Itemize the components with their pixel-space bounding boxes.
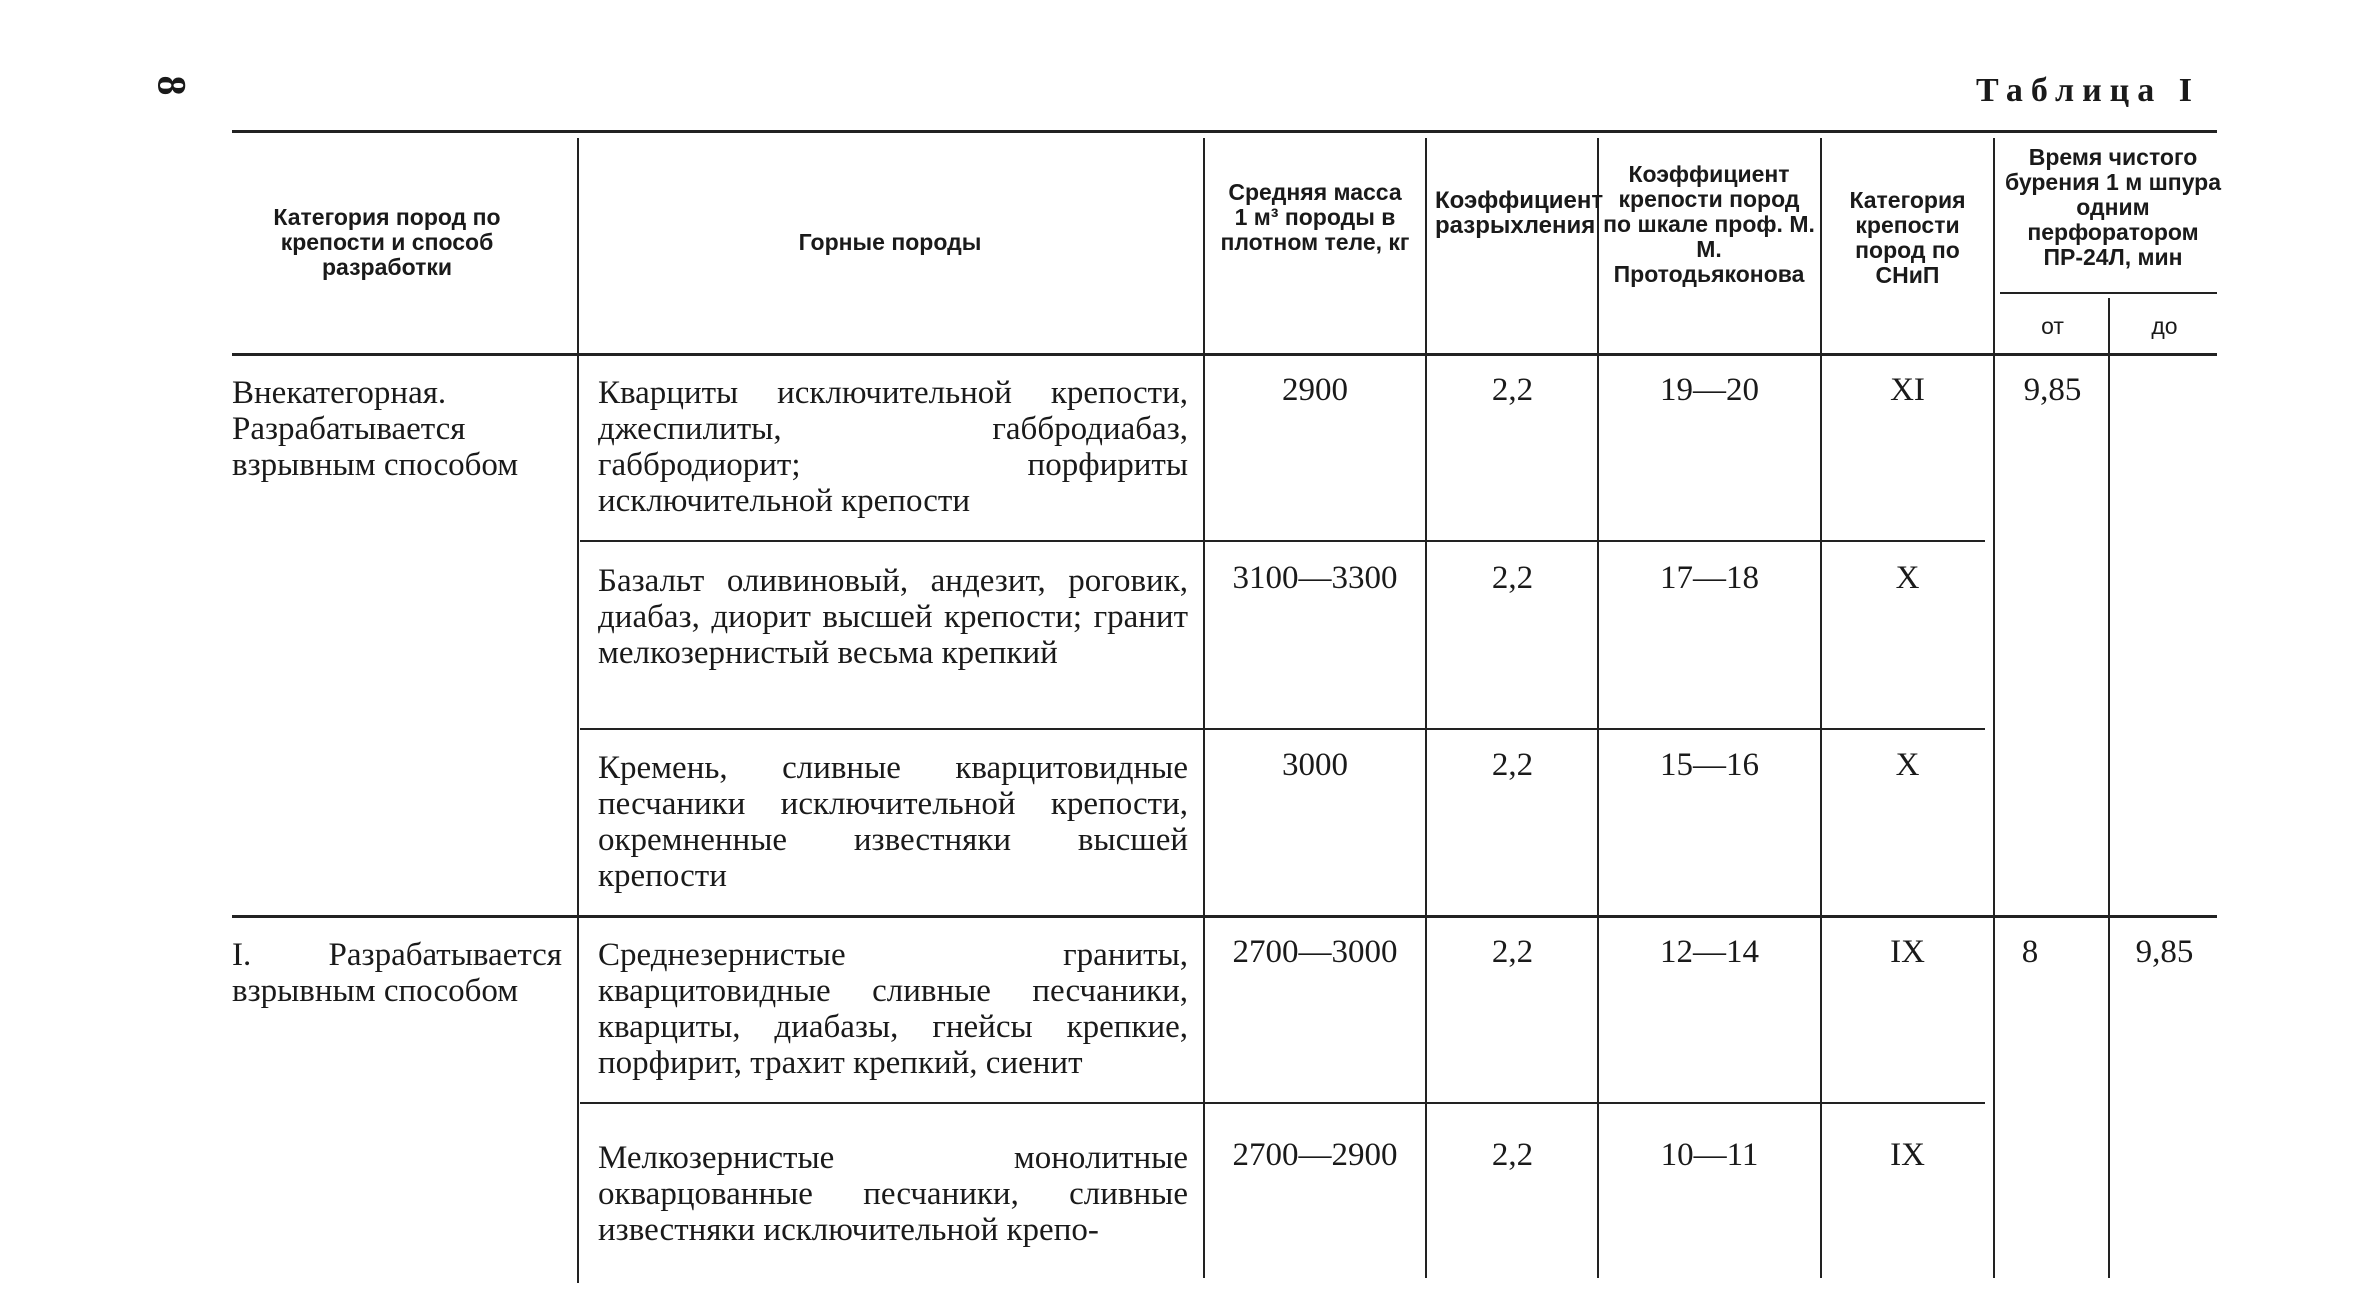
drilling-to-value: 9,85	[2135, 934, 2194, 970]
loosening-value: 2,2	[1491, 747, 1534, 783]
col-divider-5	[1820, 138, 1822, 1278]
header-rocks: Горные породы	[798, 229, 982, 255]
strength-value: 17—18	[1660, 560, 1759, 596]
col-divider-1	[577, 138, 579, 1283]
col-divider-7	[2108, 298, 2110, 1278]
loosening-value: 2,2	[1491, 1137, 1534, 1173]
loosening-value: 2,2	[1491, 560, 1534, 596]
table-top-rule	[232, 130, 2217, 133]
mass-value: 2700—2900	[1232, 1137, 1398, 1173]
rock-description: Кварциты исключительной крепости, джеспилиты, габбродиабаз, габбродиорит; порфириты исключительной крепости	[598, 375, 1188, 519]
snip-value: IX	[1890, 1137, 1925, 1173]
snip-value: X	[1895, 747, 1920, 783]
snip-value: IX	[1890, 934, 1925, 970]
header-drilling: Время чистого бурения 1 м шпура одним перфоратором ПР-24Л, мин	[2004, 144, 2222, 270]
page-number: 8	[149, 75, 195, 96]
header-mass: Средняя масса 1 м³ породы в плотном теле, кг	[1220, 179, 1410, 255]
header-category: Категория пород по крепости и способ разработки	[273, 204, 501, 280]
row-rule-2	[580, 728, 1985, 730]
strength-value: 19—20	[1660, 372, 1759, 408]
header-strength: Коэффициент крепости пород по шкале проф. М. М. Протодьяконова	[1603, 161, 1815, 287]
rock-description: Мелкозернистые монолитные окварцованные песчаники, сливные известняки исключительной крепо-	[598, 1140, 1188, 1248]
col-divider-3	[1425, 138, 1427, 1278]
drilling-subheader-rule	[2000, 292, 2217, 294]
drilling-from-value: 8	[2021, 934, 2039, 970]
row-rule-3	[580, 1102, 1985, 1104]
strength-value: 15—16	[1660, 747, 1759, 783]
table-title: Таблица I	[1976, 72, 2200, 109]
header-from: от	[2041, 313, 2064, 339]
mass-value: 3100—3300	[1232, 560, 1398, 596]
header-snip: Категория крепости пород по СНиП	[1849, 187, 1966, 288]
drilling-from-value: 9,85	[2023, 372, 2082, 408]
loosening-value: 2,2	[1491, 934, 1534, 970]
snip-value: XI	[1890, 372, 1925, 408]
rock-description: Базальт оливиновый, андезит, роговик, диабаз, диорит высшей крепости; гранит мелкозернистый весьма крепкий	[598, 563, 1188, 671]
header-loosening: Коэффициент разрыхления	[1435, 187, 1604, 239]
group-category: Внекатегорная. Разрабатывается взрывным способом	[232, 375, 519, 483]
group-category: I. Разрабатывается взрывным способом	[232, 937, 562, 1009]
loosening-value: 2,2	[1491, 372, 1534, 408]
header-to: до	[2151, 313, 2178, 339]
header-bottom-rule	[232, 353, 2217, 356]
col-divider-4	[1597, 138, 1599, 1278]
rock-description: Кремень, сливные кварцитовидные песчаники исключительной крепости, окремненные известняки высшей крепости	[598, 750, 1188, 894]
col-divider-2	[1203, 138, 1205, 1278]
mass-value: 2900	[1282, 372, 1348, 408]
strength-value: 12—14	[1660, 934, 1759, 970]
col-divider-6	[1993, 138, 1995, 1278]
mass-value: 3000	[1282, 747, 1348, 783]
row-rule-1	[580, 540, 1985, 542]
rock-description: Среднезернистые граниты, кварцитовидные сливные песчаники, кварциты, диабазы, гнейсы крепкие, порфирит, трахит крепкий, сиенит	[598, 937, 1188, 1081]
mass-value: 2700—3000	[1232, 934, 1398, 970]
snip-value: X	[1895, 560, 1920, 596]
strength-value: 10—11	[1660, 1137, 1759, 1173]
group-rule	[232, 915, 2217, 918]
